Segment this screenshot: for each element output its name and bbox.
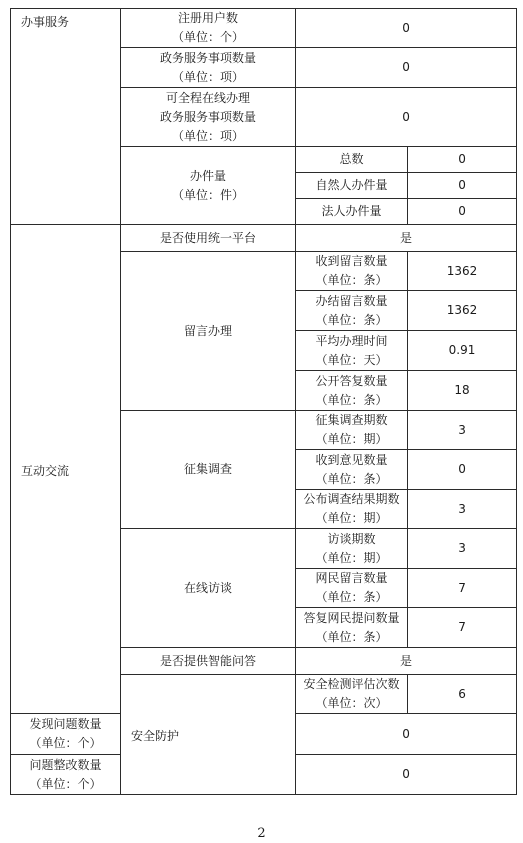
value-natural-person: 0 (408, 173, 517, 199)
label-unit: （单位：期） (315, 432, 388, 446)
sub-label-netizen-messages (296, 569, 408, 608)
value-issues-fixed: 0 (296, 755, 517, 795)
label-line: 政务服务事项数量 (159, 109, 256, 124)
label-line: 网民留言数量 (315, 571, 388, 585)
label-line: 答复网民提问数量 (303, 610, 400, 625)
label-line: 政务服务事项数量 (159, 50, 256, 65)
label-line: 发现问题数量 (29, 717, 102, 731)
label-unit: （单位：天） (315, 352, 388, 367)
row-label-registered-users (121, 9, 296, 48)
label-line: 公布调查结果期数 (303, 492, 400, 506)
value-closed-messages: 1362 (408, 291, 517, 331)
label-unit: （单位：条） (315, 471, 388, 486)
value-average-time: 0.91 (408, 331, 517, 371)
value-issues-found: 0 (296, 714, 517, 755)
value-online-items: 0 (296, 88, 517, 147)
sub-label-average-time (296, 331, 408, 371)
sub-label-opinions (296, 450, 408, 490)
value-interview-periods: 3 (408, 529, 517, 569)
group-label-messages: 留言办理 (121, 252, 296, 411)
page-number: 2 (257, 826, 266, 841)
label-unit: （单位：个） (29, 776, 102, 791)
label-line: 可全程在线办理 (165, 90, 250, 105)
row-label-smart-qa: 是否提供智能问答 (121, 648, 296, 675)
label-unit: （单位：个） (171, 30, 244, 44)
sub-label-closed-messages (296, 291, 408, 331)
sub-label-total: 总数 (296, 147, 408, 173)
value-gov-service-items: 0 (296, 48, 517, 88)
value-netizen-messages: 7 (408, 569, 517, 608)
label-unit: （单位：次） (315, 696, 388, 710)
label-unit: （单位：条） (315, 312, 388, 327)
sub-label-interview-periods (296, 529, 408, 569)
sub-label-received-messages (296, 252, 408, 291)
value-survey-periods: 3 (408, 411, 517, 450)
label-line: 收到意见数量 (315, 452, 388, 467)
sub-label-legal-person: 法人办件量 (296, 199, 408, 225)
label-unit: （单位：件） (171, 187, 244, 202)
label-unit: （单位：个） (29, 736, 102, 750)
row-label-issues-fixed (11, 755, 121, 795)
section-label-service: 办事服务 (11, 9, 121, 225)
value-total: 0 (408, 147, 517, 173)
group-label-survey: 征集调查 (121, 411, 296, 529)
label-line: 安全检测评估次数 (303, 677, 400, 691)
value-smart-qa: 是 (296, 648, 517, 675)
value-unified-platform: 是 (296, 225, 517, 252)
sub-label-survey-results (296, 490, 408, 529)
row-label-gov-service-items (121, 48, 296, 88)
statistics-table (10, 8, 517, 795)
row-label-unified-platform: 是否使用统一平台 (121, 225, 296, 252)
sub-label-survey-periods (296, 411, 408, 450)
label-line: 平均办理时间 (315, 333, 388, 348)
label-line: 收到留言数量 (315, 254, 388, 268)
label-unit: （单位：条） (315, 590, 388, 604)
value-public-replies: 18 (408, 371, 517, 411)
label-unit: （单位：条） (315, 273, 388, 287)
label-line: 办件量 (189, 168, 226, 183)
value-security-evaluations: 6 (408, 675, 517, 714)
label-unit: （单位：项） (171, 128, 244, 143)
sub-label-natural-person: 自然人办件量 (296, 173, 408, 199)
sub-label-public-replies (296, 371, 408, 411)
section-label-interaction: 互动交流 (11, 225, 121, 714)
value-received-messages: 1362 (408, 252, 517, 291)
label-line: 访谈期数 (327, 531, 376, 546)
label-line: 办结留言数量 (315, 293, 388, 308)
label-unit: （单位：条） (315, 629, 388, 644)
label-line: 公开答复数量 (315, 373, 388, 388)
value-answered-questions: 7 (408, 608, 517, 648)
label-line: 征集调查期数 (315, 413, 388, 427)
table-row (11, 9, 517, 48)
row-label-issues-found (11, 714, 121, 755)
row-label-volume (121, 147, 296, 225)
value-legal-person: 0 (408, 199, 517, 225)
label-unit: （单位：条） (315, 392, 388, 407)
value-survey-results: 3 (408, 490, 517, 529)
table-row (11, 225, 517, 252)
sub-label-answered-questions (296, 608, 408, 648)
label-unit: （单位：项） (171, 69, 244, 84)
section-label-security: 安全防护 (121, 675, 296, 795)
label-unit: （单位：期） (315, 511, 388, 525)
label-unit: （单位：期） (315, 550, 388, 565)
row-label-online-items (121, 88, 296, 147)
row-label-security-evaluations (296, 675, 408, 714)
value-opinions: 0 (408, 450, 517, 490)
label-line: 注册用户数 (177, 11, 238, 25)
label-line: 问题整改数量 (29, 757, 102, 772)
value-registered-users: 0 (296, 9, 517, 48)
group-label-interview: 在线访谈 (121, 529, 296, 648)
